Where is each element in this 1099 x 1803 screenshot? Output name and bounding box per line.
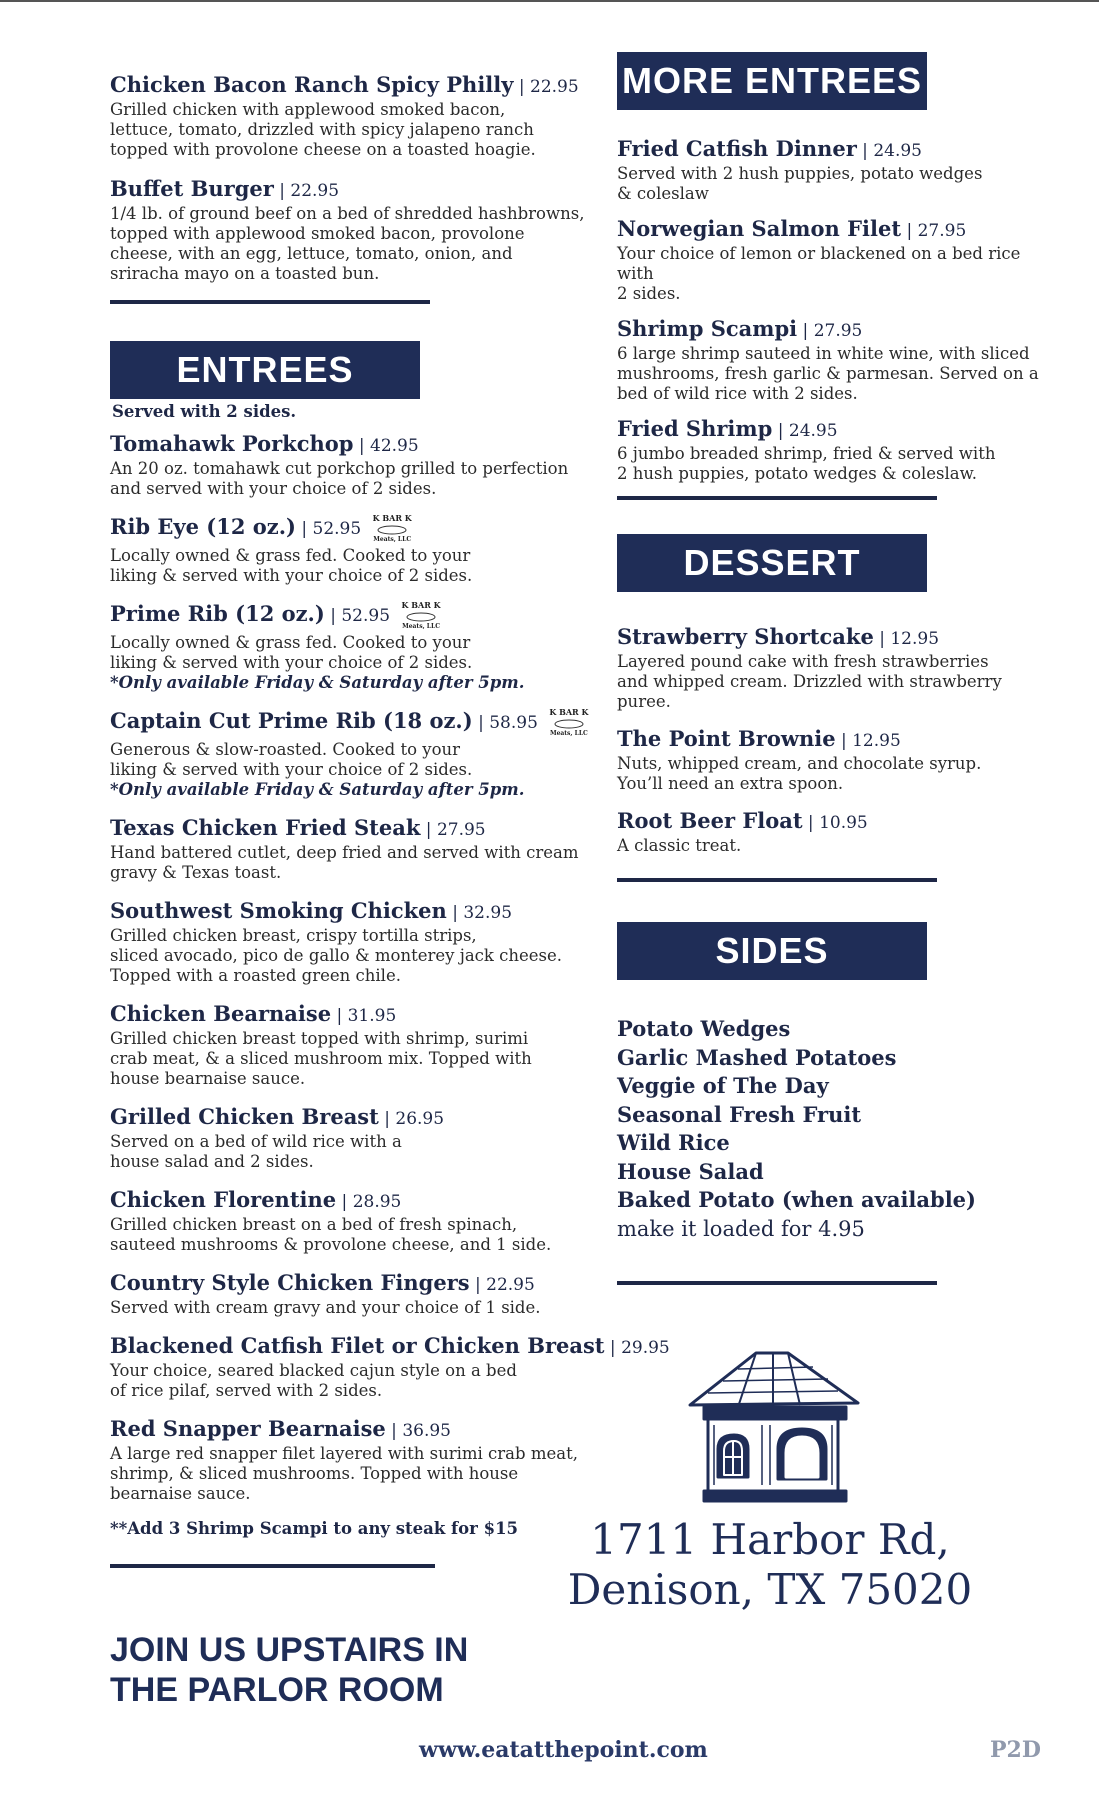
menu-item-price: 31.95	[347, 1006, 397, 1026]
menu-item-name: Blackened Catfish Filet or Chicken Breast	[110, 1333, 605, 1358]
menu-item-description: An 20 oz. tomahawk cut porkchop grilled to perfection	[110, 459, 569, 478]
logo-line-2: Meats, LLC	[402, 623, 440, 630]
logo-line-1: K BAR K	[549, 707, 589, 717]
page-code: P2D	[990, 1737, 1041, 1763]
availability-note: *Only available Friday & Saturday after 5pm.	[110, 673, 525, 692]
menu-item-name: Norwegian Salmon Filet	[617, 216, 902, 241]
menu-item-name: Grilled Chicken Breast	[110, 1104, 379, 1129]
menu-item	[617, 316, 1057, 404]
logo-line-1: K BAR K	[372, 513, 412, 523]
menu-item	[110, 514, 600, 586]
menu-item-description: Grilled chicken breast, crispy tortilla strips,	[110, 926, 477, 945]
menu-item	[110, 176, 600, 284]
menu-item-name: Captain Cut Prime Rib (18 oz.)	[110, 708, 473, 733]
menu-item	[617, 624, 1057, 712]
menu-item-title	[110, 72, 600, 100]
menu-item-description: house bearnaise sauce.	[110, 1069, 306, 1088]
menu-item-name: Red Snapper Bearnaise	[110, 1416, 386, 1441]
price-separator: |	[353, 436, 371, 456]
menu-item-title	[110, 815, 600, 843]
menu-item-price: 10.95	[819, 813, 868, 833]
kbark-meats-logo	[371, 514, 413, 546]
menu-item-price: 27.95	[436, 820, 486, 840]
price-separator: |	[604, 1338, 622, 1358]
menu-item-description: & coleslaw	[617, 184, 709, 203]
menu-item-description: shrimp, & sliced mushrooms. Topped with house	[110, 1464, 519, 1483]
side-item: Baked Potato (when available)	[617, 1187, 976, 1212]
menu-item-name: Tomahawk Porkchop	[110, 431, 354, 456]
menu-item-price: 12.95	[852, 731, 901, 751]
menu-item-description: 2 sides.	[617, 284, 681, 303]
menu-item-description: mushrooms, fresh garlic & parmesan. Served on a	[617, 364, 1039, 383]
menu-item-description: Layered pound cake with fresh strawberries	[617, 652, 989, 671]
menu-item-price: 12.95	[890, 629, 940, 649]
menu-item-title	[617, 216, 1057, 244]
kbark-meats-logo	[548, 708, 590, 740]
dessert-heading: DESSERT	[617, 534, 927, 592]
menu-item	[110, 1333, 670, 1401]
price-separator: |	[835, 731, 853, 751]
sides-list	[617, 1015, 1057, 1215]
price-separator: |	[273, 181, 291, 201]
menu-item-description: crab meat, & a sliced mushroom mix. Topped with	[110, 1049, 532, 1068]
menu-item	[110, 1416, 600, 1504]
menu-item-description: Locally owned & grass fed. Cooked to your	[110, 633, 471, 652]
price-separator: |	[446, 903, 464, 923]
more-entrees-heading: MORE ENTREES	[617, 52, 927, 110]
menu-item-description: liking & served with your choice of 2 sides.	[110, 566, 473, 585]
menu-item	[110, 431, 600, 499]
entrees-subheading: Served with 2 sides.	[112, 402, 297, 421]
menu-item-name: Country Style Chicken Fingers	[110, 1270, 470, 1295]
logo-line-2: Meats, LLC	[373, 536, 412, 543]
menu-item-description: bed of wild rice with 2 sides.	[617, 384, 858, 403]
top-border-line	[0, 0, 1099, 2]
price-separator: |	[295, 519, 313, 539]
menu-item-price: 32.95	[463, 903, 513, 923]
menu-item-title	[617, 624, 1057, 652]
menu-item-description: Your choice, seared blacked cajun style on a bed	[110, 1361, 517, 1380]
menu-item-title	[110, 1187, 600, 1215]
logo-line-1: K BAR K	[401, 600, 441, 610]
divider-rule	[617, 1281, 937, 1285]
side-item: Garlic Mashed Potatoes	[617, 1044, 897, 1070]
availability-note: *Only available Friday & Saturday after 5pm.	[110, 780, 525, 799]
menu-item-name: Chicken Florentine	[110, 1187, 337, 1212]
menu-item-title	[110, 1333, 670, 1361]
address-line-2: Denison, TX 75020	[567, 1565, 973, 1614]
menu-item-price: 52.95	[312, 519, 362, 539]
menu-item-title	[110, 1416, 600, 1444]
menu-item-description: A classic treat.	[617, 836, 742, 855]
side-item: Seasonal Fresh Fruit	[617, 1101, 862, 1127]
menu-item-description: lettuce, tomato, drizzled with spicy jalapeno ranch	[110, 120, 534, 139]
gazebo-illustration	[678, 1345, 866, 1505]
menu-item-description: Your choice of lemon or blackened on a bed rice with	[617, 244, 1021, 283]
parlor-line-2: THE PARLOR ROOM	[110, 1671, 444, 1709]
menu-item-name: Shrimp Scampi	[617, 316, 798, 341]
menu-item-price: 22.95	[486, 1275, 535, 1295]
menu-item-title	[110, 708, 600, 740]
menu-item-price: 29.95	[621, 1338, 670, 1358]
menu-item	[110, 815, 600, 883]
price-separator: |	[378, 1109, 396, 1129]
price-separator: |	[469, 1275, 487, 1295]
menu-item-description: A large red snapper filet layered with surimi crab meat,	[110, 1444, 578, 1463]
website-link[interactable]: www.eatatthepoint.com	[419, 1737, 708, 1763]
menu-item	[110, 708, 600, 800]
price-separator: |	[772, 421, 789, 441]
menu-item-description: Hand battered cutlet, deep fried and served with cream	[110, 843, 579, 862]
price-separator: |	[472, 713, 490, 733]
menu-item-price: 24.95	[788, 421, 838, 441]
menu-item-description: cheese, with an egg, lettuce, tomato, onion, and	[110, 244, 513, 263]
parlor-room-callout	[110, 1630, 510, 1710]
logo-line-2: Meats, LLC	[549, 730, 588, 737]
menu-item-description: Topped with a roasted green chile.	[110, 966, 401, 985]
menu-item	[110, 601, 600, 693]
menu-item-name: Southwest Smoking Chicken	[110, 898, 447, 923]
menu-item-description: Nuts, whipped cream, and chocolate syrup.	[617, 754, 982, 773]
menu-item-price: 22.95	[290, 181, 340, 201]
price-separator: |	[797, 321, 814, 341]
menu-item-name: Rib Eye (12 oz.)	[110, 514, 296, 539]
price-separator: |	[331, 1006, 348, 1026]
menu-item-title	[110, 1104, 600, 1132]
menu-item-description: Grilled chicken breast topped with shrimp, surimi	[110, 1029, 529, 1048]
menu-item-description: 1/4 lb. of ground beef on a bed of shredded hashbrowns,	[110, 204, 585, 223]
menu-item	[617, 808, 1057, 856]
menu-item-description: Grilled chicken breast on a bed of fresh spinach,	[110, 1215, 518, 1234]
menu-item-description: Served with cream gravy and your choice of 1 side.	[110, 1298, 541, 1317]
menu-item	[617, 726, 1057, 794]
dessert-list	[617, 624, 1057, 856]
menu-item-description: liking & served with your choice of 2 sides.	[110, 760, 473, 779]
left-top-items	[110, 72, 600, 284]
menu-item	[110, 898, 600, 986]
menu-item-price: 42.95	[370, 436, 419, 456]
entrees-heading: ENTREES	[110, 341, 420, 399]
address	[560, 1515, 980, 1615]
menu-item-description: You’ll need an extra spoon.	[617, 774, 844, 793]
menu-item	[617, 136, 1057, 204]
menu-item-price: 58.95	[489, 713, 538, 733]
menu-item-description: gravy & Texas toast.	[110, 863, 282, 882]
menu-item-description: 6 large shrimp sauteed in white wine, with sliced	[617, 344, 1030, 363]
divider-rule	[110, 1564, 435, 1568]
menu-item-name: Fried Shrimp	[617, 416, 773, 441]
menu-item-description: 6 jumbo breaded shrimp, fried & served with	[617, 444, 996, 463]
right-column	[617, 52, 1057, 1285]
menu-item-description: sliced avocado, pico de gallo & monterey jack cheese.	[110, 946, 563, 965]
menu-item-name: Chicken Bacon Ranch Spicy Philly	[110, 72, 514, 97]
menu-item-price: 26.95	[395, 1109, 445, 1129]
menu-item-name: Chicken Bearnaise	[110, 1001, 332, 1026]
menu-item-title	[110, 176, 600, 204]
price-separator: |	[336, 1192, 353, 1212]
menu-item-description: and served with your choice of 2 sides.	[110, 479, 437, 498]
side-item: Potato Wedges	[617, 1016, 791, 1041]
menu-item-description: puree.	[617, 692, 671, 711]
menu-item-description: Locally owned & grass fed. Cooked to your	[110, 546, 471, 565]
menu-item-price: 36.95	[402, 1421, 451, 1441]
menu-item	[110, 1187, 600, 1255]
menu-item-title	[110, 431, 600, 459]
menu-item-price: 24.95	[873, 141, 922, 161]
menu-item-title	[617, 726, 1057, 754]
parlor-line-1: JOIN US UPSTAIRS IN	[110, 1631, 469, 1669]
price-separator: |	[385, 1421, 403, 1441]
price-separator: |	[802, 813, 820, 833]
addon-note: **Add 3 Shrimp Scampi to any steak for $15	[110, 1519, 519, 1538]
menu-item-name: Buffet Burger	[110, 176, 274, 201]
menu-item-description: 2 hush puppies, potato wedges & coleslaw.	[617, 464, 978, 483]
price-separator: |	[420, 820, 437, 840]
menu-item-description: Served with 2 hush puppies, potato wedges	[617, 164, 983, 183]
menu-item	[110, 1270, 600, 1318]
menu-item-title	[617, 416, 1057, 444]
kbark-meats-logo	[400, 601, 442, 633]
menu-item-name: Root Beer Float	[617, 808, 803, 833]
menu-item-price: 22.95	[530, 77, 579, 97]
side-item: House Salad	[617, 1158, 764, 1184]
menu-item-description: sauteed mushrooms & provolone cheese, and 1 side.	[110, 1235, 552, 1254]
price-separator: |	[513, 77, 531, 97]
price-separator: |	[324, 606, 342, 626]
menu-item-price: 27.95	[917, 221, 967, 241]
menu-item-name: Strawberry Shortcake	[617, 624, 874, 649]
more-entrees-list	[617, 136, 1057, 484]
menu-item-title	[110, 1270, 600, 1298]
menu-item-description: Generous & slow-roasted. Cooked to your	[110, 740, 461, 759]
menu-item-description: bearnaise sauce.	[110, 1484, 251, 1503]
menu-item-description: liking & served with your choice of 2 sides.	[110, 653, 473, 672]
menu-item-price: 52.95	[341, 606, 391, 626]
menu-item-title	[110, 898, 600, 926]
menu-item-description: sriracha mayo on a toasted bun.	[110, 264, 380, 283]
menu-item-name: Prime Rib (12 oz.)	[110, 601, 325, 626]
menu-item	[110, 1104, 600, 1172]
menu-item-description: topped with provolone cheese on a toasted hoagie.	[110, 140, 536, 159]
divider-rule	[110, 300, 430, 304]
menu-item-description: of rice pilaf, served with 2 sides.	[110, 1381, 383, 1400]
menu-item-description: house salad and 2 sides.	[110, 1152, 314, 1171]
menu-item-title	[110, 514, 600, 546]
menu-item-description: topped with applewood smoked bacon, provolone	[110, 224, 525, 243]
price-separator: |	[856, 141, 874, 161]
menu-item-title	[617, 316, 1057, 344]
menu-item	[110, 72, 600, 160]
menu-item	[110, 1001, 600, 1089]
menu-item-price: 28.95	[352, 1192, 402, 1212]
side-item: Veggie of The Day	[617, 1073, 829, 1098]
menu-item-title	[110, 1001, 600, 1029]
menu-item-description: Served on a bed of wild rice with a	[110, 1132, 402, 1151]
divider-rule	[617, 878, 937, 882]
menu-item-name: Texas Chicken Fried Steak	[110, 815, 421, 840]
side-item: Wild Rice	[617, 1130, 730, 1155]
menu-item	[617, 416, 1057, 484]
menu-item-price: 27.95	[813, 321, 863, 341]
menu-item-title	[617, 136, 1057, 164]
sides-heading: SIDES	[617, 922, 927, 980]
address-line-1: 1711 Harbor Rd,	[590, 1515, 950, 1564]
price-separator: |	[873, 629, 891, 649]
menu-item-name: The Point Brownie	[617, 726, 836, 751]
menu-item-description: Grilled chicken with applewood smoked bacon,	[110, 100, 506, 119]
menu-item	[617, 216, 1057, 304]
loaded-note: make it loaded for 4.95	[617, 1216, 865, 1241]
divider-rule	[617, 496, 937, 500]
menu-item-description: and whipped cream. Drizzled with strawberry	[617, 672, 1002, 691]
menu-item-title	[110, 601, 600, 633]
menu-item-title	[617, 808, 1057, 836]
menu-item-name: Fried Catfish Dinner	[617, 136, 857, 161]
price-separator: |	[901, 221, 918, 241]
